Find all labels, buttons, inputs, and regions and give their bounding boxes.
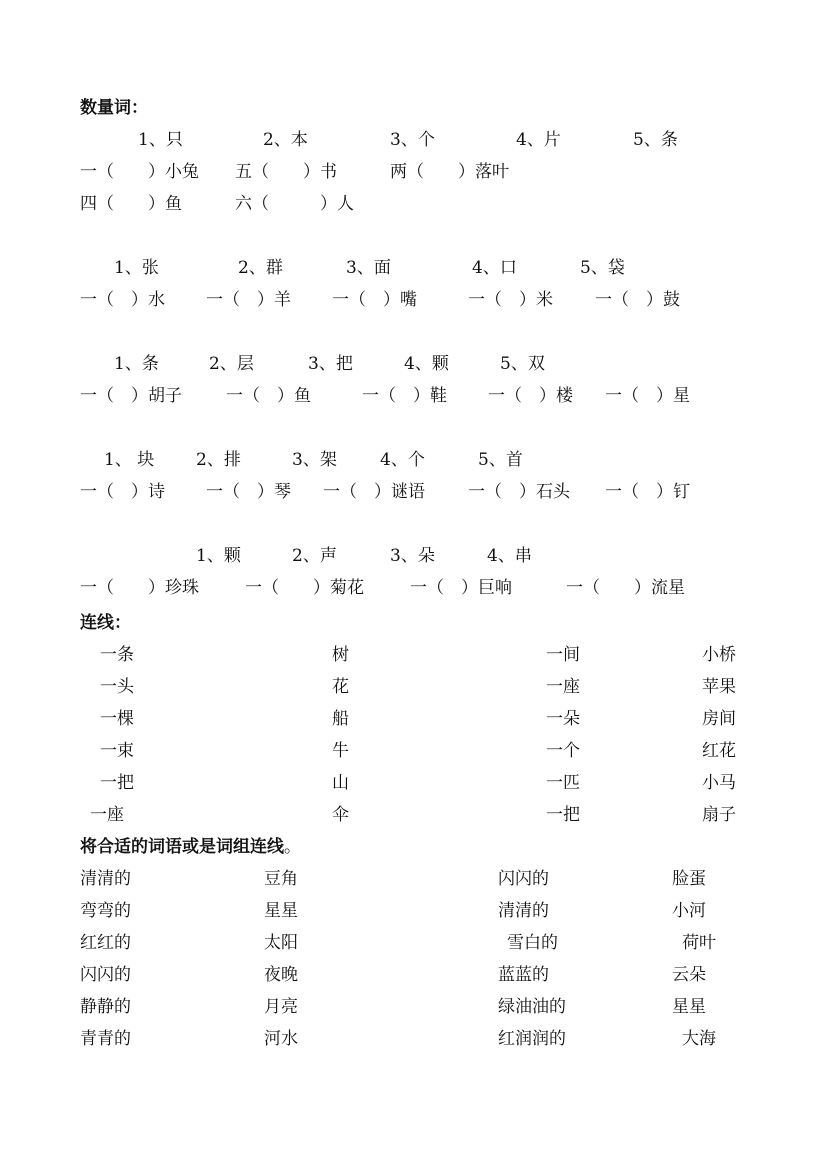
- connect-noun-item: 小马: [702, 773, 736, 793]
- connect-left-item: 一头: [100, 677, 134, 697]
- phrase-adjective: 蓝蓝的: [498, 965, 549, 985]
- blank-item: 四（ ）鱼: [80, 194, 182, 214]
- phrase-noun: 月亮: [264, 997, 298, 1017]
- connect-left-item: 一个: [546, 741, 580, 761]
- phrase-adjective: 闪闪的: [498, 869, 549, 889]
- option: 2、排: [196, 450, 241, 470]
- connect-noun-item: 房间: [702, 709, 736, 729]
- connect-left-item: 一座: [90, 805, 124, 825]
- option: 4、个: [380, 450, 425, 470]
- blank-item: 一（ ）星: [605, 386, 690, 406]
- phrase-adjective: 静静的: [80, 997, 131, 1017]
- option: 5、双: [500, 354, 545, 374]
- blank-item: 一（ ）米: [468, 290, 553, 310]
- option: 1、颗: [196, 546, 241, 566]
- connect-noun-item: 扇子: [702, 805, 736, 825]
- phrase-adjective: 雪白的: [507, 933, 558, 953]
- option: 1、张: [114, 258, 159, 278]
- phrase-adjective: 红红的: [80, 933, 131, 953]
- connect-noun-item: 小桥: [702, 645, 736, 665]
- connect-left-item: 一把: [546, 805, 580, 825]
- phrase-noun: 夜晚: [264, 965, 298, 985]
- blank-item: 两（ ）落叶: [390, 162, 509, 182]
- blank-item: 一（ ）鱼: [226, 386, 311, 406]
- phrase-adjective: 绿油油的: [498, 997, 566, 1017]
- option: 4、颗: [404, 354, 449, 374]
- phrase-noun: 荷叶: [682, 933, 716, 953]
- option: 2、本: [263, 130, 308, 150]
- blank-item: 六（ ）人: [235, 194, 354, 214]
- blank-item: 一（ ）琴: [206, 482, 291, 502]
- blank-item: 一（ ）鼓: [595, 290, 680, 310]
- connect-left-item: 一把: [100, 773, 134, 793]
- blank-item: 一（ ）水: [80, 290, 165, 310]
- phrase-noun: 河水: [264, 1029, 298, 1049]
- connect-left-item: 一束: [100, 741, 134, 761]
- option: 2、声: [292, 546, 337, 566]
- section-heading-connect: 连线：: [80, 613, 131, 633]
- phrase-adjective: 清清的: [80, 869, 131, 889]
- connect-left-item: 一朵: [546, 709, 580, 729]
- phrase-noun: 星星: [672, 997, 706, 1017]
- option: 4、口: [472, 258, 517, 278]
- blank-item: 五（ ）书: [235, 162, 337, 182]
- phrase-noun: 脸蛋: [672, 869, 706, 889]
- phrase-noun: 星星: [264, 901, 298, 921]
- connect-left-item: 一条: [100, 645, 134, 665]
- connect-left-item: 一座: [546, 677, 580, 697]
- option: 4、片: [516, 130, 561, 150]
- section-heading-quantifiers: 数量词：: [80, 98, 148, 118]
- connect-noun-item: 牛: [332, 741, 349, 761]
- blank-item: 一（ ）巨响: [410, 578, 512, 598]
- blank-item: 一（ ）钉: [605, 482, 690, 502]
- connect-noun-item: 山: [332, 773, 349, 793]
- blank-item: 一（ ）石头: [468, 482, 570, 502]
- phrases-heading-text: 将合适的词语或是词组连线: [80, 837, 284, 857]
- connect-left-item: 一匹: [546, 773, 580, 793]
- blank-item: 一（ ）小兔: [80, 162, 199, 182]
- blank-item: 一（ ）羊: [206, 290, 291, 310]
- option: 3、朵: [390, 546, 435, 566]
- option: 4、串: [487, 546, 532, 566]
- phrase-adjective: 清清的: [498, 901, 549, 921]
- option: 1、条: [114, 354, 159, 374]
- blank-item: 一（ ）嘴: [332, 290, 417, 310]
- option: 5、首: [478, 450, 523, 470]
- phrases-heading-period: 。: [284, 837, 301, 857]
- blank-item: 一（ ）胡子: [80, 386, 182, 406]
- connect-noun-item: 树: [332, 645, 349, 665]
- option: 3、把: [308, 354, 353, 374]
- option: 1、 块: [104, 450, 155, 470]
- phrase-noun: 大海: [682, 1029, 716, 1049]
- option: 5、条: [633, 130, 678, 150]
- connect-noun-item: 船: [332, 709, 349, 729]
- phrase-noun: 云朵: [672, 965, 706, 985]
- phrase-noun: 豆角: [264, 869, 298, 889]
- phrase-adjective: 红润润的: [498, 1029, 566, 1049]
- blank-item: 一（ ）楼: [488, 386, 573, 406]
- blank-item: 一（ ）流星: [566, 578, 685, 598]
- option: 5、袋: [580, 258, 625, 278]
- phrase-adjective: 青青的: [80, 1029, 131, 1049]
- phrase-noun: 太阳: [264, 933, 298, 953]
- connect-left-item: 一棵: [100, 709, 134, 729]
- blank-item: 一（ ）谜语: [323, 482, 425, 502]
- section-heading-phrases: [80, 837, 301, 857]
- blank-item: 一（ ）珍珠: [80, 578, 199, 598]
- connect-noun-item: 花: [332, 677, 349, 697]
- phrase-adjective: 闪闪的: [80, 965, 131, 985]
- option: 1、只: [138, 130, 183, 150]
- phrase-adjective: 弯弯的: [80, 901, 131, 921]
- connect-noun-item: 苹果: [702, 677, 736, 697]
- blank-item: 一（ ）诗: [80, 482, 165, 502]
- blank-item: 一（ ）菊花: [245, 578, 364, 598]
- option: 2、层: [209, 354, 254, 374]
- option: 3、面: [346, 258, 391, 278]
- connect-left-item: 一间: [546, 645, 580, 665]
- connect-noun-item: 伞: [332, 805, 349, 825]
- blank-item: 一（ ）鞋: [362, 386, 447, 406]
- option: 3、个: [390, 130, 435, 150]
- option: 3、架: [292, 450, 337, 470]
- connect-noun-item: 红花: [702, 741, 736, 761]
- phrase-noun: 小河: [672, 901, 706, 921]
- option: 2、群: [238, 258, 283, 278]
